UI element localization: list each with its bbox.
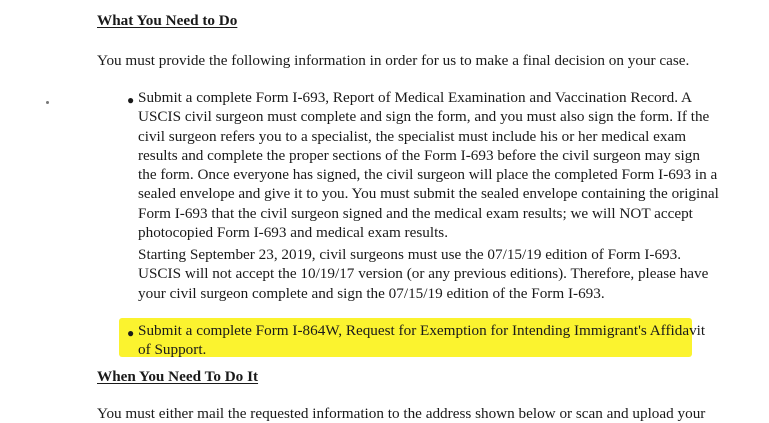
- list-item-line: USCIS civil surgeon must complete and sign the form, and you must also sign the form. If the: [138, 108, 710, 126]
- list-item-line: the form. Once everyone has signed, the civil surgeon will place the completed Form I-693 in a: [138, 166, 718, 184]
- list-item-line: results and complete the proper sections of the Form I-693 before the civil surgeon may sign: [138, 146, 700, 164]
- list-item-form-i864w: [138, 321, 738, 360]
- note-line: Starting September 23, 2019, civil surgeons must use the 07/15/19 edition of Form I-693.: [138, 246, 682, 263]
- list-item-line: civil surgeon refers you to a specialist, the specialist must include his or her medical exam: [138, 127, 687, 145]
- list-item-line: photocopied Form I-693 and medical exam results.: [138, 224, 449, 242]
- section-heading-what-to-do: What You Need to Do: [97, 12, 238, 29]
- list-item-line: Form I-693 that the civil surgeon signed and the medical exam results; we will NOT accept: [138, 204, 693, 222]
- stray-mark: [46, 101, 49, 104]
- note-line: USCIS will not accept the 10/19/17 version (or any previous editions). Therefore, please have: [138, 265, 709, 283]
- list-item-line: of Support.: [138, 341, 207, 359]
- note-line: your civil surgeon complete and sign the 07/15/19 edition of the Form I-693.: [138, 284, 605, 302]
- deadline-paragraph: You must either mail the requested information to the address shown below or scan and upload your: [97, 405, 706, 422]
- edition-note: [138, 245, 769, 303]
- intro-paragraph: You must provide the following information in order for us to make a final decision on your case.: [97, 52, 690, 69]
- bullet-icon: ●: [127, 93, 135, 107]
- section-heading-when-to-do: When You Need To Do It: [97, 368, 259, 385]
- bullet-icon: ●: [127, 326, 135, 340]
- list-item-line: Submit a complete Form I-864W, Request for Exemption for Intending Immigrant's Affidavit: [138, 322, 706, 339]
- list-item-form-i693: [138, 88, 769, 242]
- list-item-line: sealed envelope and give it to you. You must submit the sealed envelope containing the original: [138, 185, 719, 203]
- list-item-line: Submit a complete Form I-693, Report of Medical Examination and Vaccination Record. A: [138, 89, 692, 106]
